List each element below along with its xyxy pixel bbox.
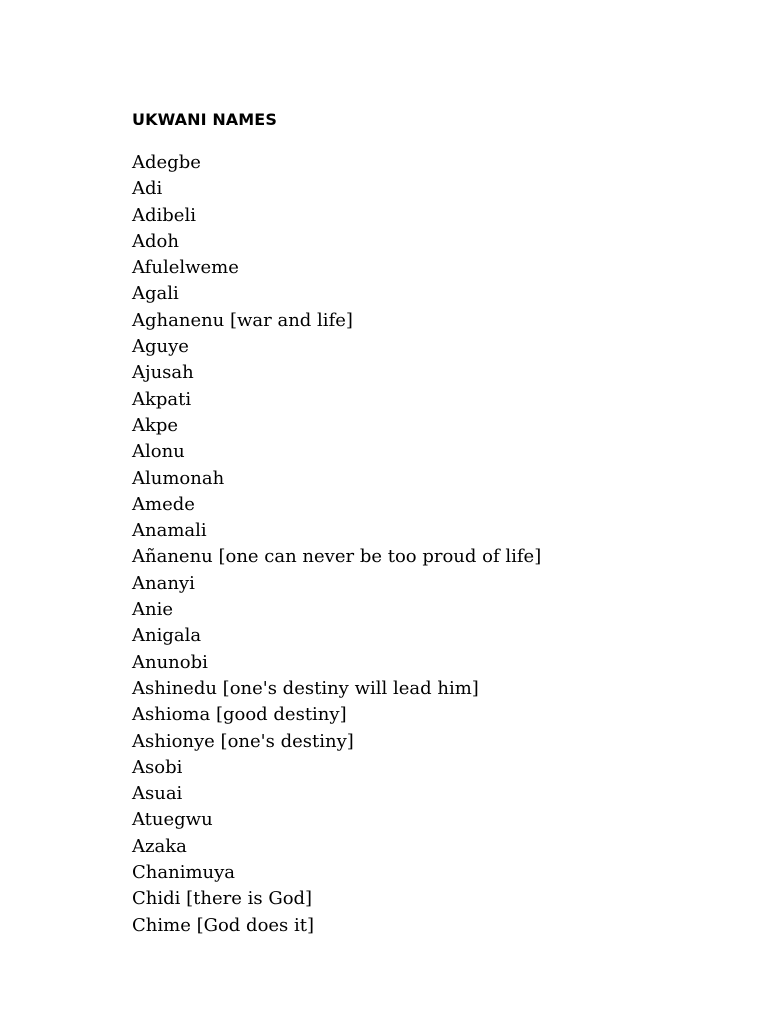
name-entry: Anie (132, 599, 174, 621)
name-entry: Aguye (132, 336, 189, 358)
name-entry: Akpati (132, 388, 192, 410)
name-entry: Ashinedu [one's destiny will lead him] (132, 677, 479, 699)
name-entry: Asobi (132, 756, 183, 778)
name-entry: Azaka (132, 835, 187, 857)
name-entry: Afulelweme (132, 257, 239, 279)
document-title: UKWANI NAMES (132, 110, 277, 129)
name-entry: Adegbe (132, 152, 201, 173)
name-entry: Asuai (132, 783, 183, 805)
name-entry: Anigala (132, 625, 202, 647)
name-entry: Amede (132, 493, 195, 515)
name-entry: Anamali (132, 520, 207, 542)
name-entry: Atuegwu (132, 809, 213, 831)
name-entry: Aghanenu [war and life] (132, 309, 353, 331)
name-entry: Alumonah (132, 467, 225, 489)
name-entry: Chime [God does it] (132, 914, 315, 936)
name-entry: Ajusah (132, 362, 194, 384)
name-entry: Adoh (132, 230, 179, 252)
name-entry: Alonu (132, 441, 185, 463)
name-entry: Ashionye [one's destiny] (132, 730, 354, 752)
name-entry: Akpe (132, 414, 179, 436)
name-entry: Chidi [there is God] (132, 888, 313, 910)
name-entry: Ananyi (132, 572, 195, 594)
name-entry: Adi (132, 178, 163, 200)
name-entry: Anunobi (132, 651, 208, 673)
name-entry: Agali (132, 283, 179, 305)
names-list (132, 150, 732, 939)
name-entry: Adibeli (132, 204, 196, 226)
name-entry: Añanenu [one can never be too proud of life] (132, 546, 542, 568)
name-entry: Ashioma [good destiny] (132, 704, 347, 726)
name-entry: Chanimuya (132, 862, 236, 884)
